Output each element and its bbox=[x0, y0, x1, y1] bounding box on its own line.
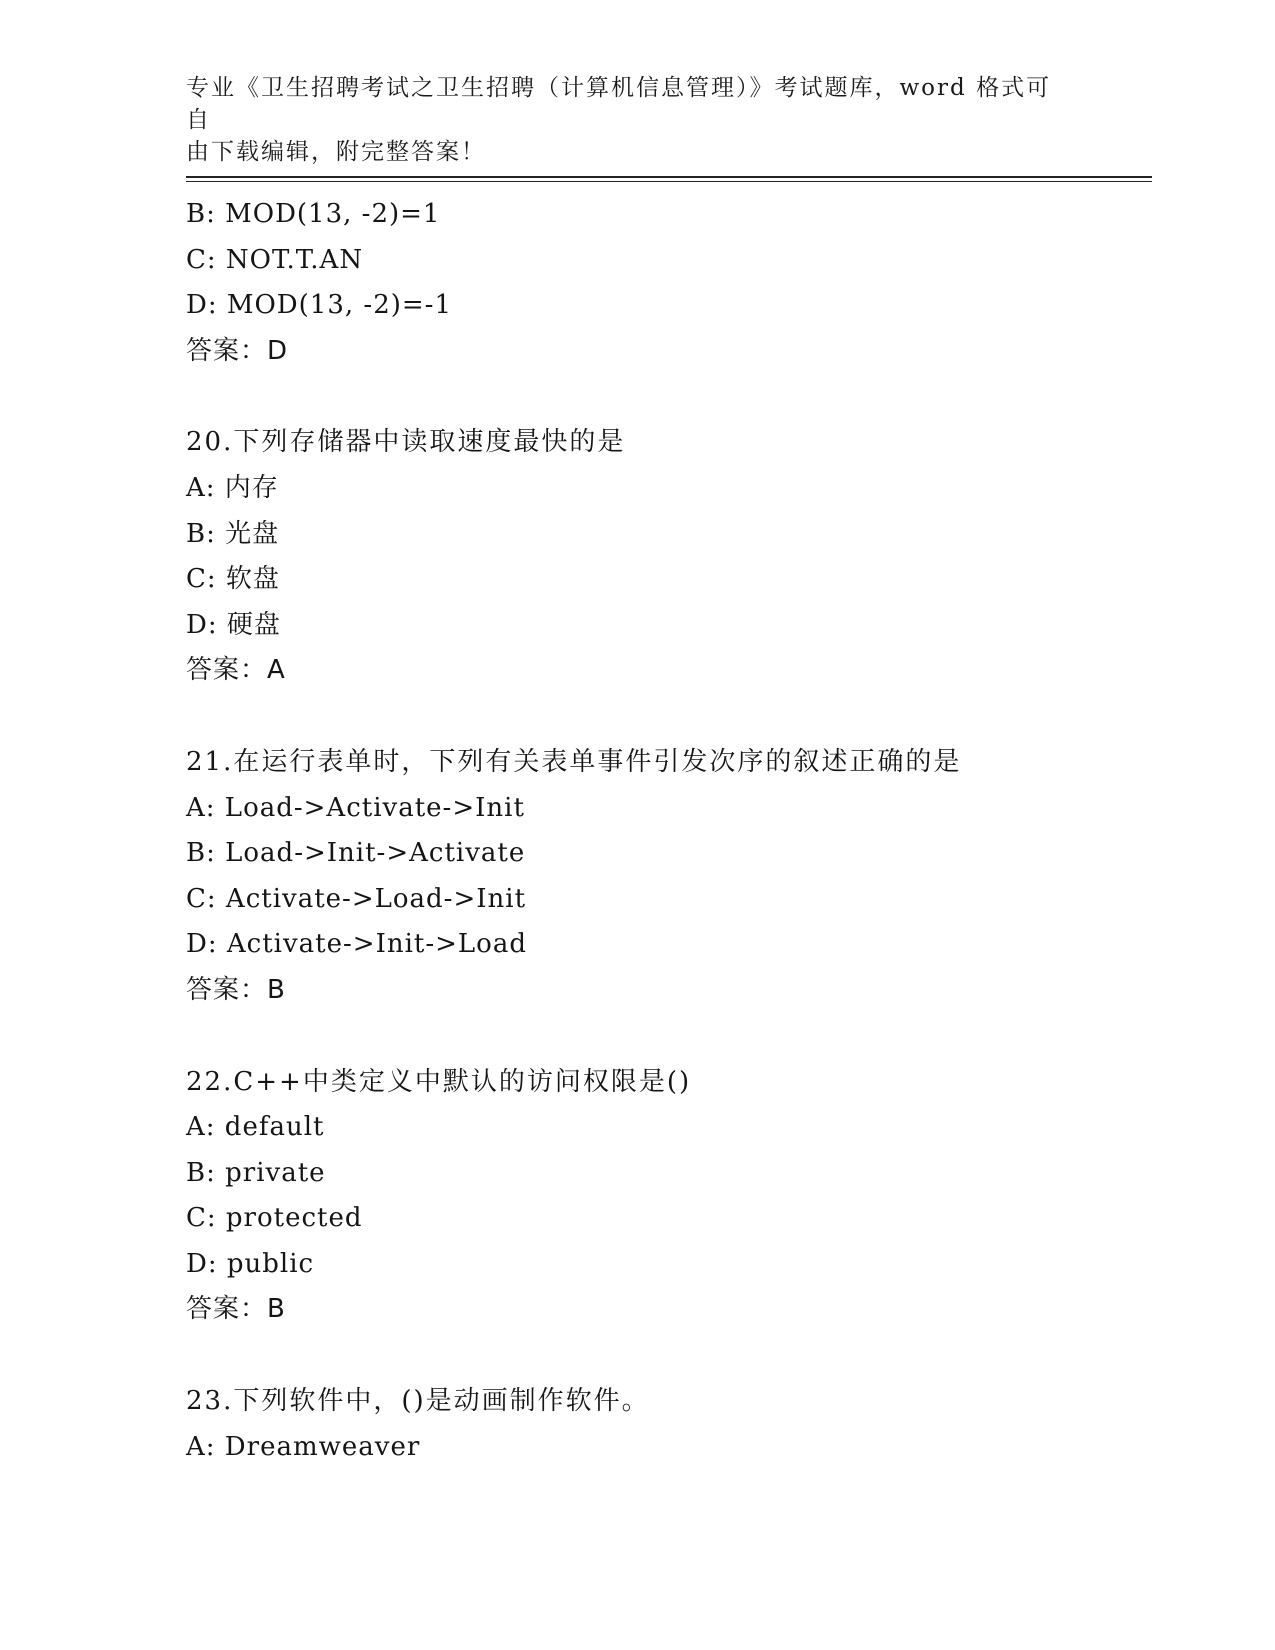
option-b: B: 光盘 bbox=[186, 518, 280, 549]
document-header bbox=[186, 72, 1066, 168]
header-divider-thick bbox=[186, 176, 1152, 178]
option-d: D: MOD(13, -2)=-1 bbox=[186, 290, 452, 321]
header-divider-thin bbox=[186, 181, 1152, 182]
question-20 bbox=[186, 420, 1152, 694]
option-d: D: 硬盘 bbox=[186, 609, 281, 640]
answer-line: 答案：A bbox=[186, 655, 286, 686]
question-title: 22.C++中类定义中默认的访问权限是() bbox=[186, 1066, 692, 1097]
option-d: D: public bbox=[186, 1248, 315, 1279]
question-19-tail bbox=[186, 192, 1152, 374]
answer-line: 答案：D bbox=[186, 335, 289, 366]
option-b: B: MOD(13, -2)=1 bbox=[186, 199, 441, 229]
question-title: 21.在运行表单时，下列有关表单事件引发次序的叙述正确的是 bbox=[186, 746, 962, 777]
question-23 bbox=[186, 1379, 1152, 1470]
option-b: B: private bbox=[186, 1157, 326, 1188]
question-title: 20.下列存储器中读取速度最快的是 bbox=[186, 427, 626, 458]
option-c: C: Activate->Load->Init bbox=[186, 883, 527, 914]
question-title: 23.下列软件中，()是动画制作软件。 bbox=[186, 1386, 650, 1417]
option-a: A: default bbox=[186, 1112, 325, 1143]
option-a: A: Dreamweaver bbox=[186, 1431, 421, 1462]
option-c: C: NOT.T.AN bbox=[186, 244, 364, 275]
option-c: C: 软盘 bbox=[186, 564, 280, 595]
option-a: A: 内存 bbox=[186, 472, 279, 503]
question-list bbox=[186, 192, 1152, 1470]
option-a: A: Load->Activate->Init bbox=[186, 792, 525, 823]
answer-line: 答案：B bbox=[186, 1294, 286, 1325]
question-22 bbox=[186, 1060, 1152, 1334]
header-line-1: 专业《卫生招聘考试之卫生招聘（计算机信息管理）》考试题库，word 格式可自 bbox=[186, 75, 1052, 133]
option-b: B: Load->Init->Activate bbox=[186, 838, 526, 869]
option-c: C: protected bbox=[186, 1203, 363, 1234]
answer-line: 答案：B bbox=[186, 974, 286, 1005]
option-d: D: Activate->Init->Load bbox=[186, 929, 527, 960]
question-21 bbox=[186, 740, 1152, 1014]
header-line-2: 由下载编辑，附完整答案！ bbox=[186, 139, 486, 165]
